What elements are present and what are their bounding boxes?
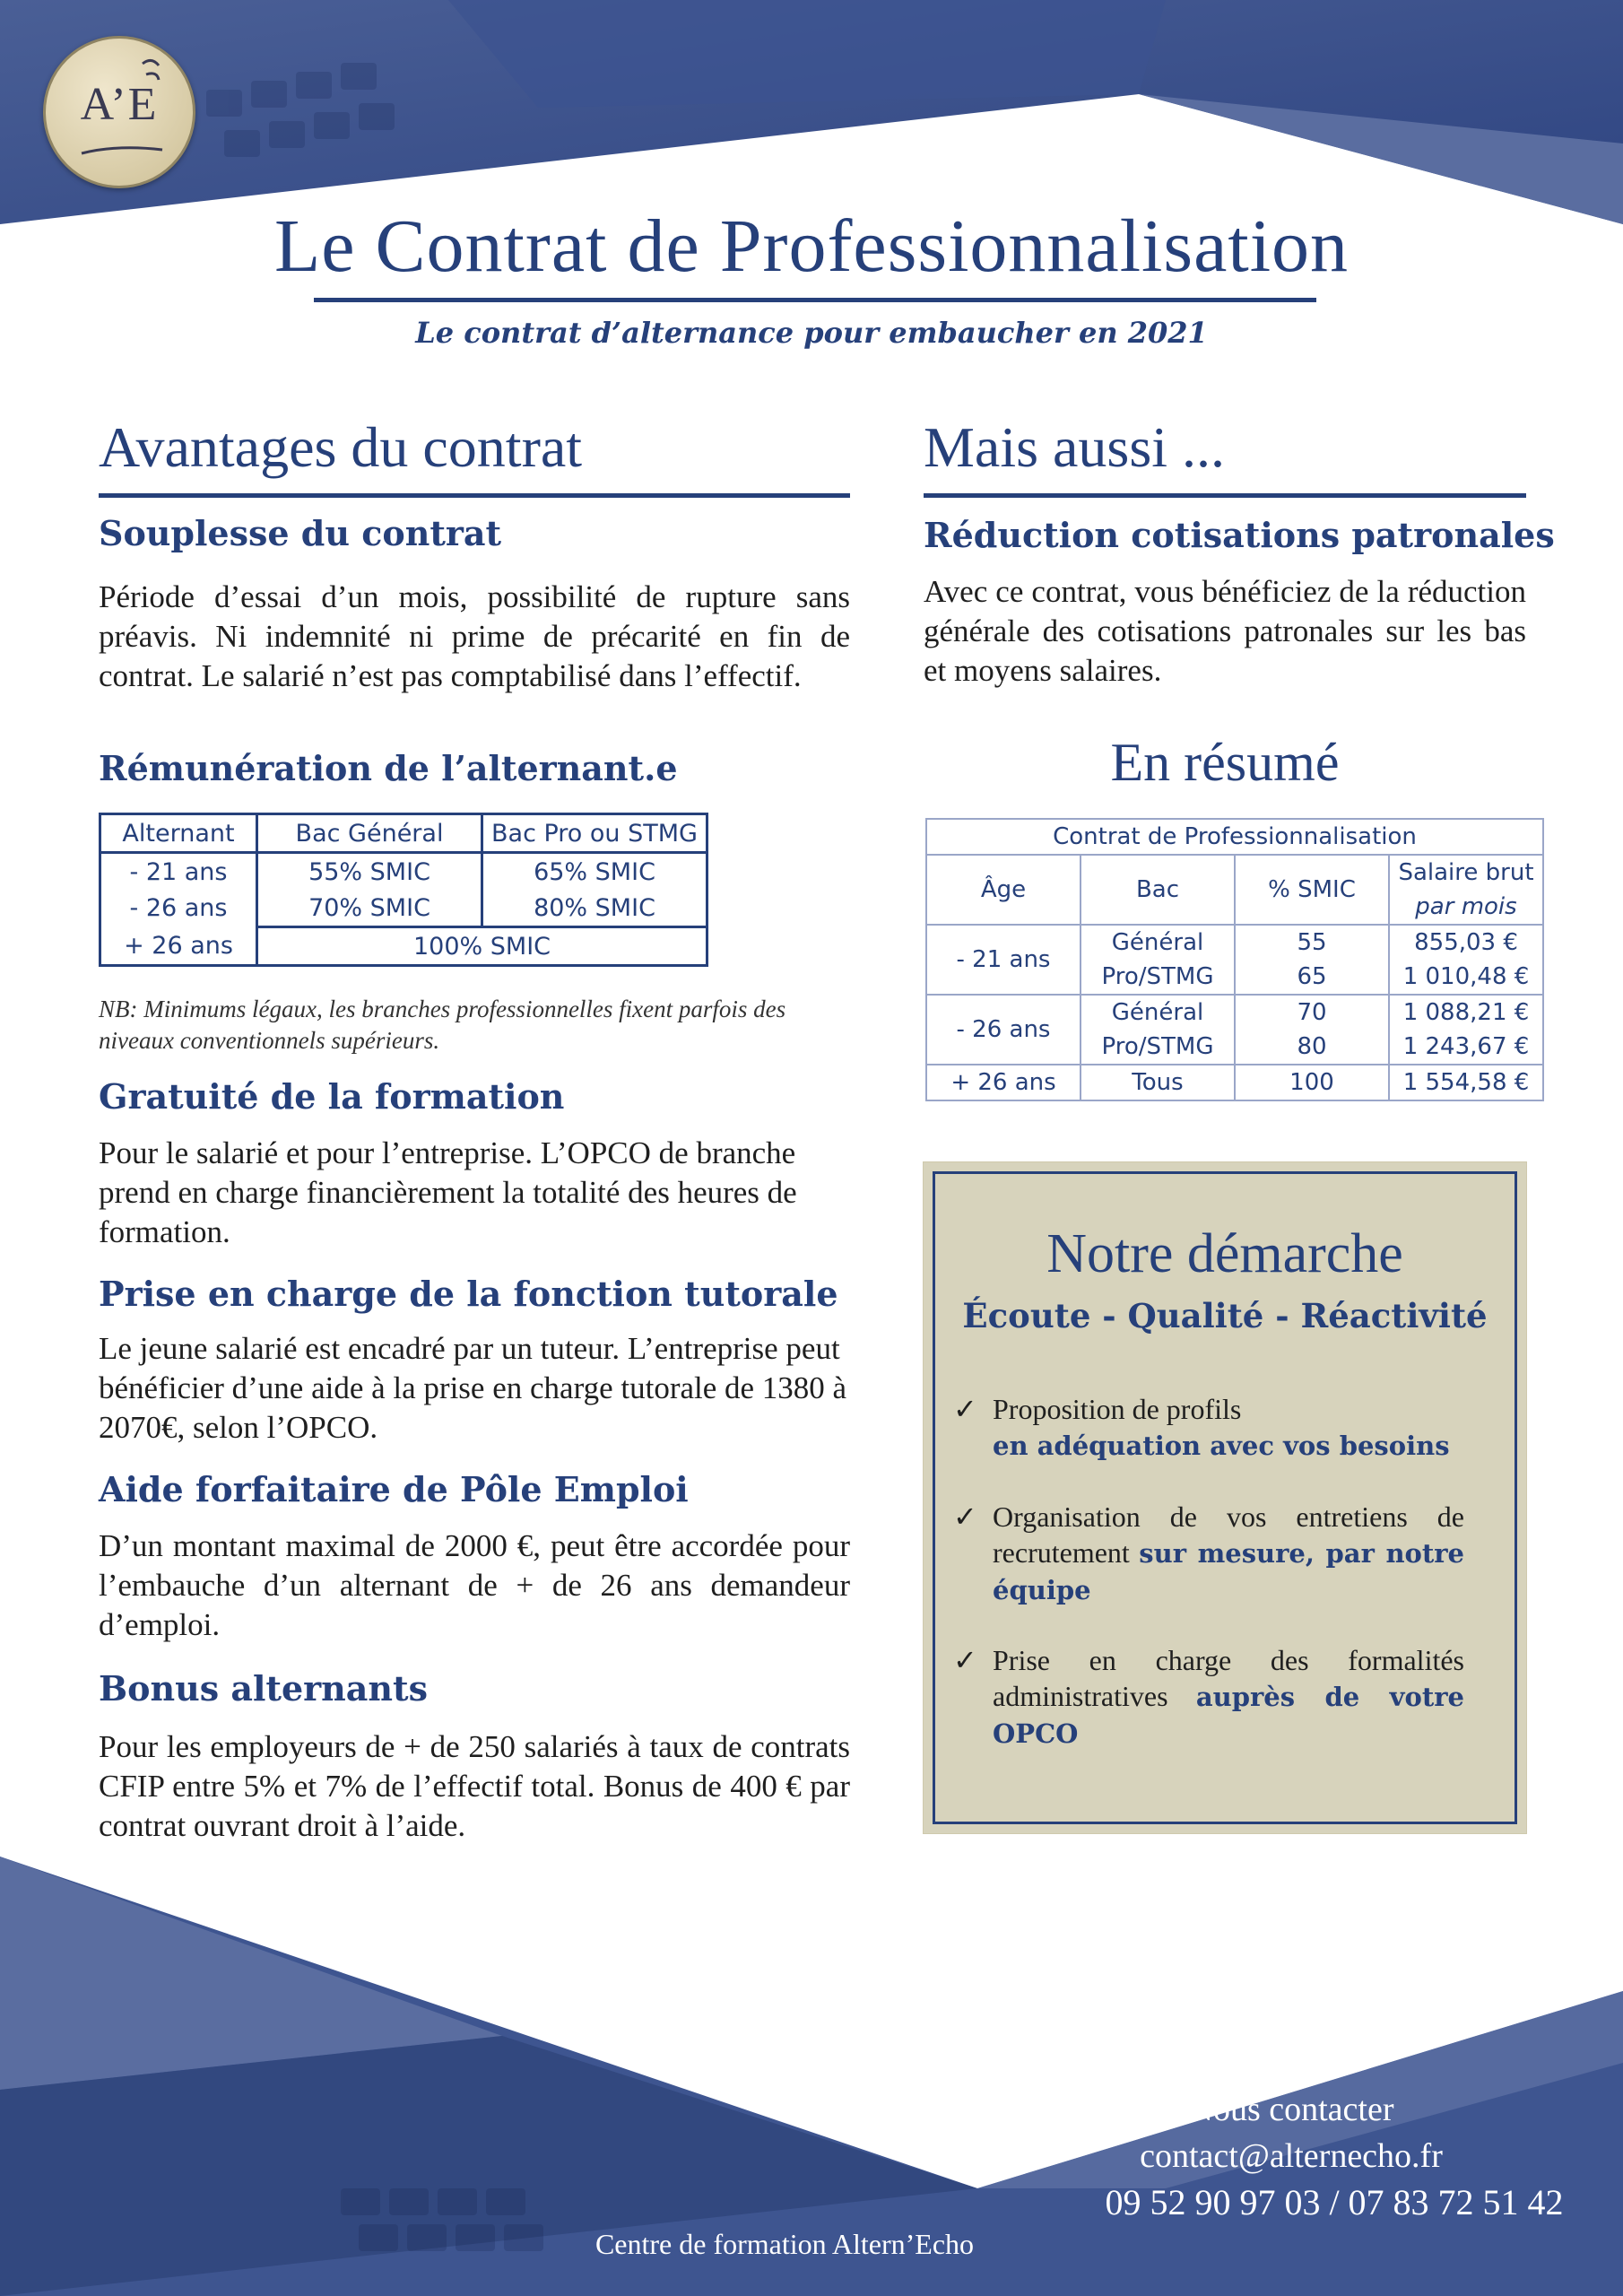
demarche-title: Notre démarche bbox=[1046, 1223, 1403, 1284]
demarche-item-highlight: sur mesure, par notre équipe bbox=[993, 1538, 1465, 1605]
heading-gratuite: Gratuité de la formation bbox=[99, 1076, 565, 1117]
heading-souplesse: Souplesse du contrat bbox=[99, 513, 502, 553]
page-subtitle: Le contrat d’alternance pour embaucher en 2021 bbox=[415, 316, 1208, 350]
table-header: Alternant bbox=[100, 814, 257, 853]
table-cell: - 26 ans bbox=[926, 995, 1081, 1065]
table-row bbox=[926, 925, 1543, 960]
contact-email[interactable]: contact@alternecho.fr bbox=[1140, 2137, 1443, 2175]
checkmark-icon: ✓ bbox=[953, 1643, 977, 1677]
table-cell: 855,03 € bbox=[1389, 925, 1543, 960]
demarche-item-text: Prise en charge des formalités administratives bbox=[993, 1644, 1464, 1712]
logo-text: A’E bbox=[80, 79, 159, 130]
table-cell: - 21 ans bbox=[926, 925, 1081, 995]
table-cell: 100 bbox=[1235, 1065, 1389, 1100]
text-reduction: Avec ce contrat, vous bénéficiez de la réduction générale des cotisations patronales sur les bas et moyens salaires. bbox=[924, 574, 1526, 688]
table-cell: 70% SMIC bbox=[257, 890, 482, 927]
section-title-mais-aussi: Mais aussi ... bbox=[924, 415, 1225, 479]
heading-reduction: Réduction cotisations patronales bbox=[924, 515, 1555, 555]
table-header: % SMIC bbox=[1235, 855, 1389, 925]
section-divider-mais-aussi bbox=[924, 493, 1526, 498]
demarche-item bbox=[953, 1391, 1464, 1464]
table-cell: 100% SMIC bbox=[257, 927, 707, 966]
remuneration-table bbox=[99, 813, 708, 967]
page-title: Le Contrat de Professionnalisation bbox=[273, 204, 1350, 288]
table-cell: 1 243,67 € bbox=[1389, 1030, 1543, 1065]
table-header: Salaire brut bbox=[1389, 855, 1543, 890]
resume-title: En résumé bbox=[1110, 733, 1340, 792]
table-row bbox=[926, 995, 1543, 1030]
demarche-box bbox=[924, 1162, 1526, 1833]
contact-label: Nous contacter bbox=[1188, 2091, 1394, 2128]
resume-table bbox=[925, 818, 1544, 1101]
heading-remuneration: Rémunération de l’alternant.e bbox=[99, 748, 678, 788]
checkmark-icon: ✓ bbox=[953, 1500, 977, 1534]
table-header: Bac Général bbox=[257, 814, 482, 853]
table-cell: 55% SMIC bbox=[257, 853, 482, 891]
table-cell: Tous bbox=[1081, 1065, 1235, 1100]
text-gratuite: Pour le salarié et pour l’entreprise. L’OPCO de branche prend en charge financièrement la totalité des heures de formation. bbox=[99, 1135, 797, 1249]
demarche-subtitle: Écoute - Qualité - Réactivité bbox=[962, 1296, 1488, 1335]
table-cell: 80% SMIC bbox=[482, 890, 707, 927]
text-pole-emploi: D’un montant maximal de 2000 €, peut être accordée pour l’embauche d’un alternant de + de 26 ans demandeur d’emploi. bbox=[99, 1528, 850, 1642]
demarche-item-highlight: en adéquation avec vos besoins bbox=[993, 1431, 1450, 1461]
table-cell: Général bbox=[1081, 925, 1235, 960]
text-bonus: Pour les employeurs de + de 250 salariés à taux de contrats CFIP entre 5% et 7% de l’effectif total. Bonus de 400 € par contrat ouvrant droit à l’aide. bbox=[99, 1729, 850, 1843]
table-cell: 55 bbox=[1235, 925, 1389, 960]
remuneration-note: NB: Minimums légaux, les branches professionnelles fixent parfois des niveaux conventionnels supérieurs. bbox=[99, 996, 786, 1054]
table-header-sub: par mois bbox=[1389, 890, 1543, 925]
demarche-item-text: Organisation de vos entretiens de recrutement bbox=[993, 1500, 1464, 1569]
table-cell: - 26 ans bbox=[100, 890, 257, 927]
table-row bbox=[926, 1065, 1543, 1100]
demarche-box-frame bbox=[933, 1171, 1517, 1824]
demarche-item bbox=[953, 1642, 1464, 1752]
table-cell: Général bbox=[1081, 995, 1235, 1030]
heading-pole-emploi: Aide forfaitaire de Pôle Emploi bbox=[99, 1469, 689, 1509]
section-divider-avantages bbox=[99, 493, 850, 498]
table-title: Contrat de Professionnalisation bbox=[926, 819, 1543, 855]
table-cell: + 26 ans bbox=[100, 927, 257, 966]
table-cell: Pro/STMG bbox=[1081, 960, 1235, 995]
table-cell: 80 bbox=[1235, 1030, 1389, 1065]
demarche-item bbox=[953, 1499, 1465, 1608]
contact-phones[interactable]: 09 52 90 97 03 / 07 83 72 51 42 bbox=[1105, 2182, 1564, 2222]
table-cell: + 26 ans bbox=[926, 1065, 1081, 1100]
demarche-item-text: Proposition de profils bbox=[993, 1393, 1242, 1425]
table-cell: 65% SMIC bbox=[482, 853, 707, 891]
heading-tutorale: Prise en charge de la fonction tutorale bbox=[99, 1274, 838, 1314]
demarche-item-highlight: auprès de votre OPCO bbox=[993, 1682, 1464, 1749]
title-divider bbox=[314, 298, 1316, 302]
table-cell: 1 088,21 € bbox=[1389, 995, 1543, 1030]
table-header: Bac Pro ou STMG bbox=[482, 814, 707, 853]
table-cell: - 21 ans bbox=[100, 853, 257, 891]
text-tutorale: Le jeune salarié est encadré par un tuteur. L’entreprise peut bénéficier d’une aide à la prise en charge tutorale de 1380 à 2070€, selon l’OPCO. bbox=[99, 1331, 847, 1445]
logo bbox=[43, 36, 195, 188]
footer-text: Centre de formation Altern’Echo bbox=[595, 2228, 975, 2260]
text-souplesse: Période d’essai d’un mois, possibilité de rupture sans préavis. Ni indemnité ni prime de précarité en fin de contrat. Le salarié n’est pas comptabilisé dans l’effectif. bbox=[99, 579, 850, 693]
table-cell: 65 bbox=[1235, 960, 1389, 995]
table-cell: 1 554,58 € bbox=[1389, 1065, 1543, 1100]
table-header: Âge bbox=[926, 855, 1081, 925]
table-cell: Pro/STMG bbox=[1081, 1030, 1235, 1065]
table-header: Bac bbox=[1081, 855, 1235, 925]
table-cell: 1 010,48 € bbox=[1389, 960, 1543, 995]
table-cell: 70 bbox=[1235, 995, 1389, 1030]
heading-bonus: Bonus alternants bbox=[99, 1668, 428, 1709]
section-title-avantages: Avantages du contrat bbox=[99, 415, 583, 479]
checkmark-icon: ✓ bbox=[953, 1392, 977, 1426]
